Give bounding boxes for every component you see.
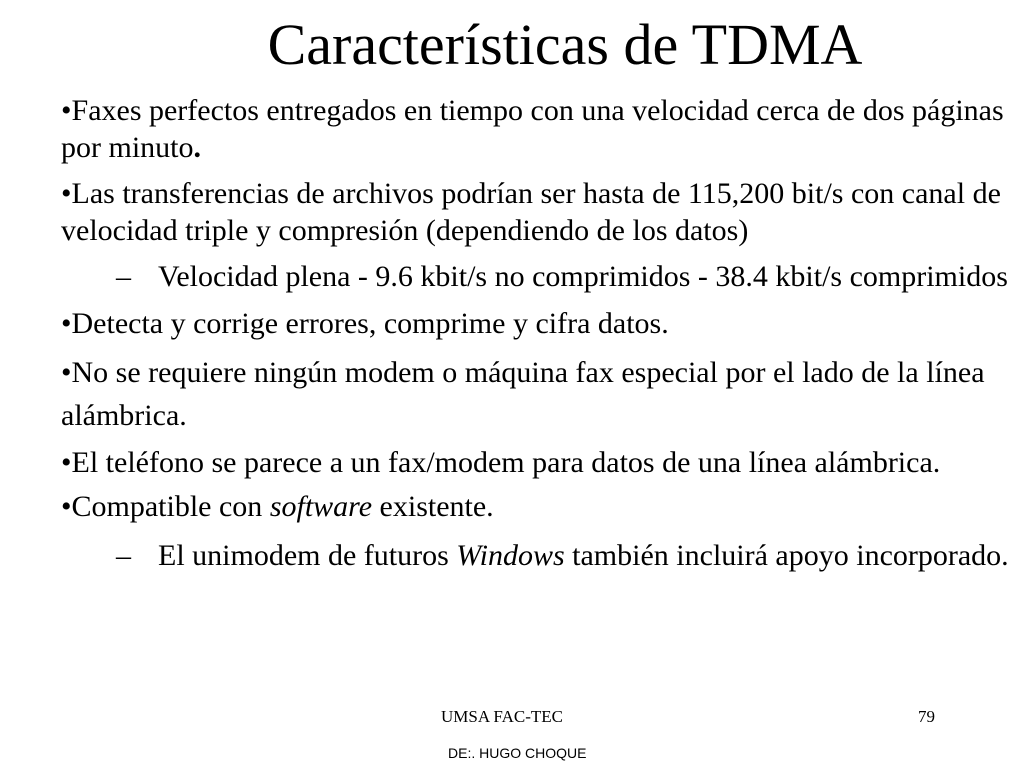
bullet-compatible-software: •Compatible con software existente. [61, 490, 494, 523]
bullet-error-correction: •Detecta y corrige errores, comprime y cifra datos. [61, 307, 669, 340]
footer-author: DE:. HUGO CHOQUE [448, 745, 587, 761]
bullet-file-transfer: •Las transferencias de archivos podrían ser hasta de 115,200 bit/s con canal de velocidad triple y compresión (dependiendo de los datos) [61, 177, 1001, 247]
slide-title: Características de TDMA [267, 12, 863, 77]
bullet-no-modem: •No se requiere ningún modem o máquina fax especial por el lado de la línea alámbrica. [61, 356, 985, 432]
page-number: 79 [918, 707, 935, 726]
dash-marker: – [116, 260, 131, 293]
bullet-phone-fax-modem: •El teléfono se parece a un fax/modem para datos de una línea alámbrica. [61, 446, 941, 479]
slide-body [61, 92, 1021, 587]
sub-bullet-unimodem: – El unimodem de futuros Windows también incluirá apoyo incorporado. [61, 534, 1021, 577]
bullet-faxes: •Faxes perfectos entregados en tiempo con una velocidad cerca de dos páginas por minuto. [61, 94, 1004, 164]
sub-bullet-full-speed: – Velocidad plena - 9.6 kbit/s no comprimidos - 38.4 kbit/s comprimidos [116, 260, 1008, 293]
footer-institution: UMSA FAC-TEC [441, 707, 564, 726]
dash-marker: – [116, 539, 131, 572]
